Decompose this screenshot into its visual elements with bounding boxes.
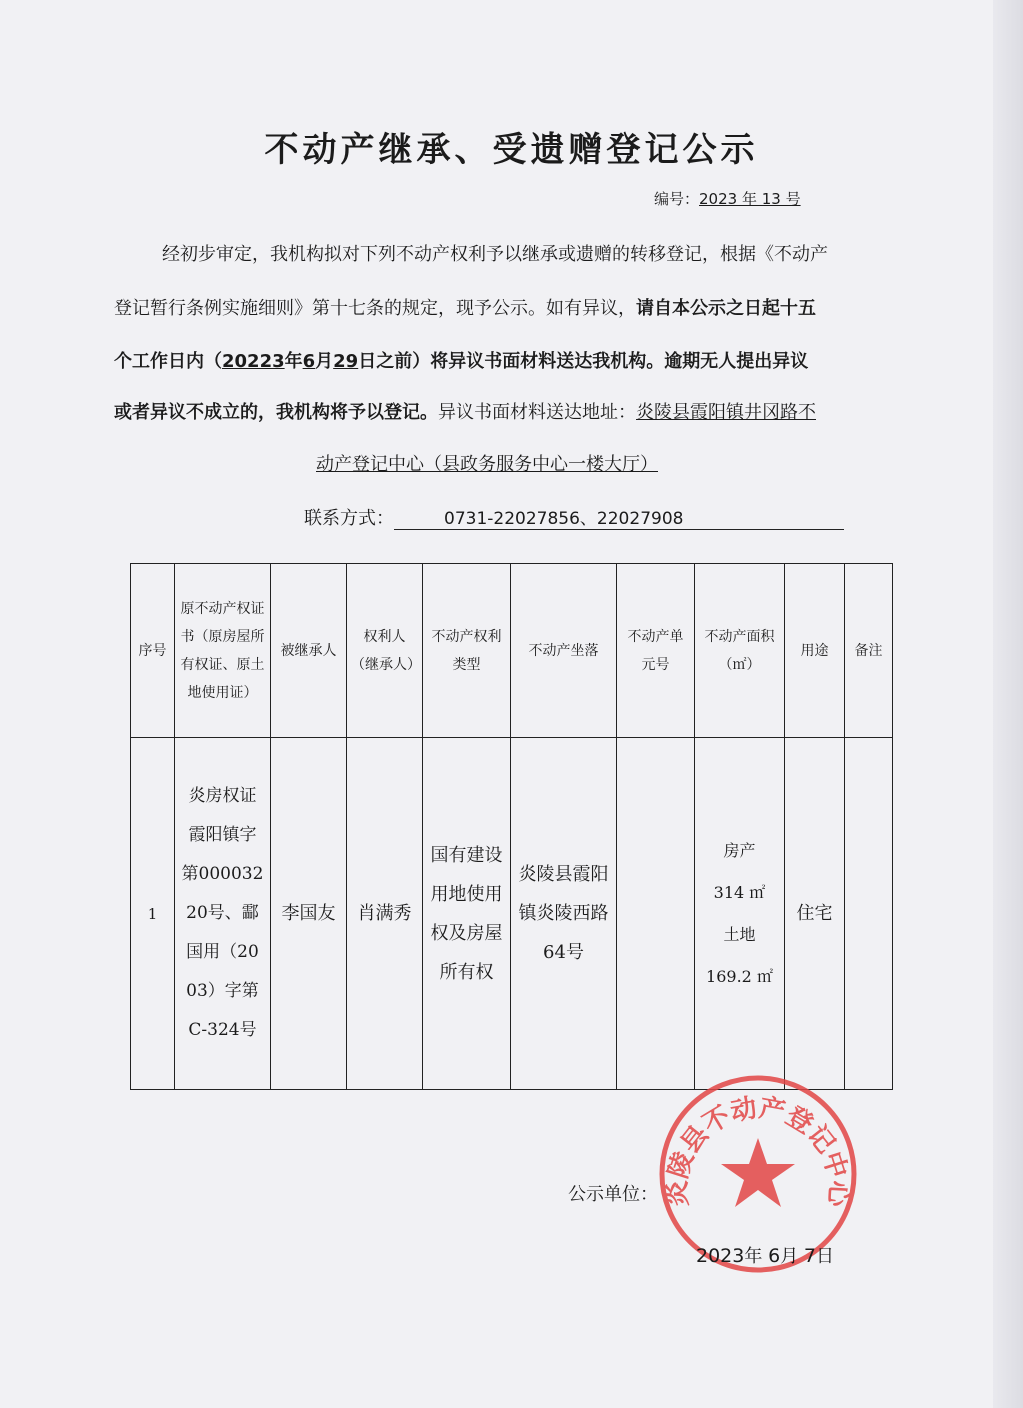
contact-info (304, 504, 844, 530)
notice-bold-text: 个工作日内（ (114, 351, 222, 372)
notice-bold-text: 日之前）将异议书面材料送达我机构。逾期无人提出异议 (358, 351, 809, 372)
date-sep: 年 (744, 1246, 763, 1267)
table-row (131, 738, 893, 1090)
page-title: 不动产继承、受遗赠登记公示 (264, 130, 759, 170)
cell-area (695, 738, 785, 1090)
date-day: 7 (803, 1245, 817, 1267)
notice-line-2 (114, 296, 904, 322)
issue-date (696, 1242, 834, 1268)
notice-bold-text: 请自本公示之日起十五 (636, 298, 816, 319)
cell-unit-no (617, 738, 695, 1090)
date-year: 2023 (696, 1245, 745, 1267)
notice-text: 异议书面材料送达地址： (438, 402, 636, 423)
date-month: 6 (768, 1245, 781, 1267)
col-header-location: 不动产坐落 (511, 564, 617, 738)
cell-remark (845, 738, 893, 1090)
objection-address: 炎陵县霞阳镇井冈路不 (636, 402, 816, 423)
cell-right-type: 国有建设用地使用权及房屋所有权 (423, 738, 511, 1090)
cell-location: 炎陵县霞阳镇炎陵西路64号 (511, 738, 617, 1090)
seal-star-icon (721, 1138, 795, 1207)
col-header-area: 不动产面积（㎡） (695, 564, 785, 738)
cell-decedent: 李国友 (271, 738, 347, 1090)
col-header-heir: 权利人（继承人） (347, 564, 423, 738)
col-header-original-cert: 原不动产权证书（原房屋所有权证、原土地使用证） (175, 564, 271, 738)
issuer-label: 公示单位： (568, 1184, 658, 1205)
objection-address-cont: 动产登记中心（县政务服务中心一楼大厅） (316, 454, 658, 475)
contact-phone: 0731-22027856、22027908 (394, 504, 844, 530)
area-house-label: 房产 (723, 840, 756, 860)
deadline-month: 6 (302, 351, 316, 372)
notice-line-3 (114, 349, 904, 375)
date-sep: 日 (816, 1246, 835, 1267)
notice-bold-text: 年 (284, 351, 303, 372)
notice-bold-text: 或者异议不成立的，我机构将予以登记。 (114, 402, 438, 423)
document-number-value: 2023 年 13 号 (699, 190, 801, 208)
notice-text: 登记暂行条例实施细则》第十七条的规定，现予公示。如有异议， (114, 298, 636, 319)
table-header-row (131, 564, 893, 738)
contact-label: 联系方式： (304, 508, 394, 529)
cell-seq: 1 (131, 738, 175, 1090)
notice-line-1: 经初步审定，我机构拟对下列不动产权利予以继承或遗赠的转移登记，根据《不动产 (162, 244, 828, 265)
col-header-usage: 用途 (785, 564, 845, 738)
area-land-value: 169.2 ㎡ (706, 966, 773, 986)
document-number (654, 188, 801, 209)
cell-usage: 住宅 (785, 738, 845, 1090)
cell-heir: 肖满秀 (347, 738, 423, 1090)
notice-line-5 (316, 452, 1023, 478)
col-header-seq: 序号 (131, 564, 175, 738)
property-table (130, 563, 893, 1090)
cell-original-cert: 炎房权证霞阳镇字第00003220号、酃国用（2003）字第C-324号 (175, 738, 271, 1090)
area-house-value: 314 ㎡ (713, 882, 766, 902)
notice-bold-text: 月 (315, 351, 334, 372)
notice-line-4 (114, 400, 904, 426)
area-land-label: 土地 (723, 924, 756, 944)
document-number-label: 编号： (654, 190, 700, 208)
col-header-decedent: 被继承人 (271, 564, 347, 738)
col-header-remark: 备注 (845, 564, 893, 738)
page-edge (993, 0, 1023, 1408)
seal-text: 炎陵县不动产登记中心 (662, 1093, 854, 1208)
date-sep: 月 (780, 1246, 799, 1267)
col-header-unit-no: 不动产单元号 (617, 564, 695, 738)
col-header-right-type: 不动产权利类型 (423, 564, 511, 738)
deadline-day: 29 (333, 351, 359, 372)
deadline-year: 20223 (222, 351, 285, 372)
